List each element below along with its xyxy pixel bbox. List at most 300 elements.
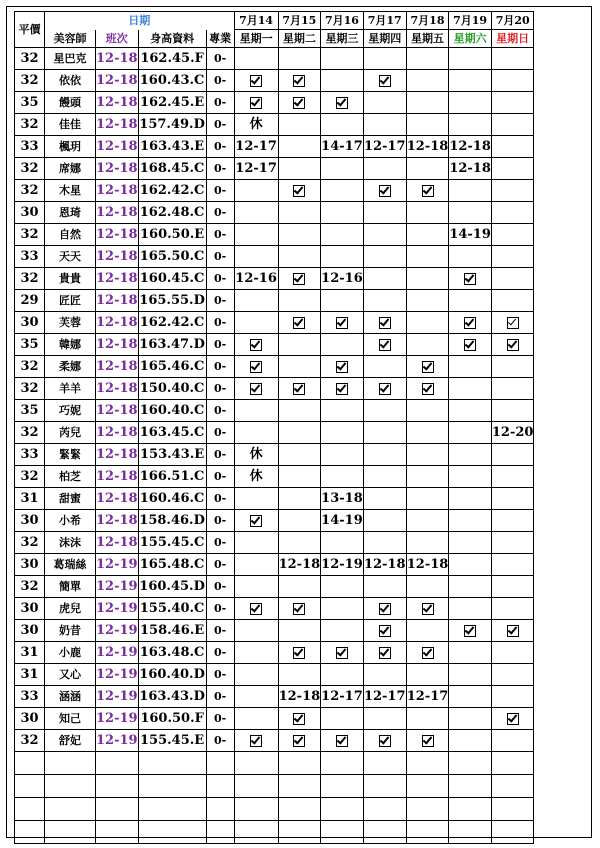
schedule-cell-day-5[interactable] — [406, 48, 449, 70]
schedule-cell-day-6[interactable] — [449, 246, 492, 268]
schedule-cell-day-7[interactable] — [491, 400, 534, 422]
empty-cell[interactable] — [45, 821, 96, 844]
schedule-cell-day-2[interactable]: 12-18 — [278, 686, 321, 708]
schedule-cell-day-4[interactable] — [363, 642, 406, 664]
schedule-cell-day-7[interactable] — [491, 224, 534, 246]
schedule-cell-day-2[interactable] — [278, 224, 321, 246]
schedule-cell-day-2[interactable]: 12-18 — [278, 554, 321, 576]
empty-cell[interactable] — [491, 798, 534, 821]
schedule-cell-day-4[interactable] — [363, 576, 406, 598]
schedule-cell-day-2[interactable] — [278, 488, 321, 510]
schedule-cell-day-6[interactable] — [449, 290, 492, 312]
empty-cell[interactable] — [406, 752, 449, 775]
schedule-cell-day-1[interactable] — [234, 180, 278, 202]
schedule-cell-day-2[interactable] — [278, 532, 321, 554]
empty-cell[interactable] — [138, 821, 206, 844]
schedule-cell-day-2[interactable] — [278, 290, 321, 312]
schedule-cell-day-3[interactable] — [321, 312, 364, 334]
schedule-cell-day-1[interactable] — [234, 312, 278, 334]
schedule-cell-day-1[interactable] — [234, 224, 278, 246]
table-row — [15, 598, 534, 620]
schedule-cell-day-2[interactable] — [278, 92, 321, 114]
schedule-cell-day-4[interactable]: 12-18 — [363, 554, 406, 576]
empty-cell[interactable] — [234, 798, 278, 821]
schedule-cell-day-4[interactable] — [363, 730, 406, 752]
schedule-cell-day-6[interactable] — [449, 686, 492, 708]
schedule-cell-day-2[interactable] — [278, 664, 321, 686]
schedule-cell-day-5[interactable] — [406, 444, 449, 466]
schedule-cell-day-6[interactable] — [449, 598, 492, 620]
schedule-cell-day-2[interactable] — [278, 466, 321, 488]
empty-cell[interactable] — [363, 821, 406, 844]
schedule-cell-day-1[interactable] — [234, 620, 278, 642]
empty-cell[interactable] — [96, 752, 139, 775]
schedule-cell-day-7[interactable] — [491, 576, 534, 598]
schedule-cell-day-2[interactable] — [278, 576, 321, 598]
schedule-cell-day-1[interactable] — [234, 730, 278, 752]
schedule-cell-day-7[interactable]: 12-20 — [491, 422, 534, 444]
schedule-cell-day-7[interactable] — [491, 466, 534, 488]
schedule-cell-day-4[interactable] — [363, 114, 406, 136]
schedule-cell-day-1[interactable] — [234, 642, 278, 664]
schedule-cell-day-7[interactable] — [491, 620, 534, 642]
schedule-cell-day-3[interactable] — [321, 378, 364, 400]
schedule-cell-day-7[interactable] — [491, 202, 534, 224]
schedule-cell-day-3[interactable]: 14-17 — [321, 136, 364, 158]
schedule-cell-day-6[interactable]: 12-18 — [449, 158, 492, 180]
shift-cell: 12-19 — [96, 554, 139, 576]
empty-cell[interactable] — [449, 752, 492, 775]
empty-cell[interactable] — [363, 752, 406, 775]
schedule-cell-day-5[interactable] — [406, 158, 449, 180]
schedule-cell-day-6[interactable] — [449, 510, 492, 532]
empty-cell[interactable] — [15, 798, 45, 821]
schedule-cell-day-6[interactable] — [449, 400, 492, 422]
schedule-cell-day-4[interactable] — [363, 510, 406, 532]
schedule-cell-day-1[interactable] — [234, 400, 278, 422]
empty-cell[interactable] — [321, 752, 364, 775]
schedule-cell-day-1[interactable] — [234, 48, 278, 70]
empty-cell[interactable] — [321, 798, 364, 821]
schedule-cell-day-2[interactable] — [278, 158, 321, 180]
schedule-cell-day-3[interactable] — [321, 400, 364, 422]
empty-cell[interactable] — [491, 752, 534, 775]
schedule-cell-day-7[interactable] — [491, 70, 534, 92]
schedule-cell-day-5[interactable]: 12-18 — [406, 554, 449, 576]
schedule-cell-day-1[interactable] — [234, 686, 278, 708]
profile-cell: 162.45.F — [138, 48, 206, 70]
schedule-cell-day-1[interactable]: 12-17 — [234, 136, 278, 158]
schedule-cell-day-6[interactable] — [449, 576, 492, 598]
empty-cell[interactable] — [15, 821, 45, 844]
schedule-cell-day-6[interactable] — [449, 180, 492, 202]
schedule-cell-day-3[interactable] — [321, 158, 364, 180]
schedule-cell-day-5[interactable] — [406, 312, 449, 334]
empty-cell[interactable] — [321, 821, 364, 844]
schedule-cell-day-2[interactable] — [278, 136, 321, 158]
schedule-cell-day-1[interactable]: 休 — [234, 114, 278, 136]
schedule-cell-day-4[interactable] — [363, 312, 406, 334]
schedule-cell-day-7[interactable] — [491, 92, 534, 114]
empty-cell[interactable] — [278, 752, 321, 775]
schedule-cell-day-5[interactable] — [406, 730, 449, 752]
schedule-cell-day-3[interactable] — [321, 290, 364, 312]
empty-cell[interactable] — [234, 752, 278, 775]
checkbox-checked-icon — [250, 97, 262, 109]
schedule-cell-day-4[interactable] — [363, 268, 406, 290]
schedule-cell-day-6[interactable] — [449, 312, 492, 334]
shift-cell: 12-19 — [96, 664, 139, 686]
checkbox-checked-icon — [336, 317, 348, 329]
table-row — [15, 92, 534, 114]
schedule-cell-day-6[interactable] — [449, 730, 492, 752]
schedule-cell-day-4[interactable] — [363, 158, 406, 180]
schedule-cell-day-4[interactable] — [363, 180, 406, 202]
schedule-cell-day-5[interactable] — [406, 532, 449, 554]
schedule-cell-day-2[interactable] — [278, 378, 321, 400]
schedule-cell-day-3[interactable] — [321, 334, 364, 356]
schedule-cell-day-5[interactable] — [406, 180, 449, 202]
schedule-cell-day-7[interactable] — [491, 290, 534, 312]
schedule-cell-day-3[interactable] — [321, 576, 364, 598]
empty-cell[interactable] — [138, 798, 206, 821]
schedule-cell-day-2[interactable] — [278, 312, 321, 334]
schedule-cell-day-3[interactable]: 12-16 — [321, 268, 364, 290]
schedule-cell-day-6[interactable]: 12-18 — [449, 136, 492, 158]
checkbox-checked-icon — [422, 185, 434, 197]
schedule-cell-day-6[interactable] — [449, 268, 492, 290]
schedule-cell-day-7[interactable] — [491, 708, 534, 730]
empty-cell[interactable] — [206, 821, 234, 844]
empty-cell[interactable] — [363, 775, 406, 798]
empty-cell[interactable] — [15, 752, 45, 775]
empty-cell[interactable] — [321, 775, 364, 798]
schedule-cell-day-4[interactable] — [363, 422, 406, 444]
schedule-cell-day-3[interactable]: 12-17 — [321, 686, 364, 708]
schedule-cell-day-7[interactable] — [491, 136, 534, 158]
schedule-cell-day-5[interactable] — [406, 356, 449, 378]
schedule-cell-day-1[interactable] — [234, 92, 278, 114]
schedule-cell-day-2[interactable] — [278, 114, 321, 136]
schedule-cell-day-7[interactable] — [491, 730, 534, 752]
schedule-cell-day-2[interactable] — [278, 48, 321, 70]
schedule-cell-day-5[interactable] — [406, 246, 449, 268]
empty-cell[interactable] — [406, 798, 449, 821]
schedule-cell-day-3[interactable] — [321, 642, 364, 664]
schedule-cell-day-2[interactable] — [278, 400, 321, 422]
schedule-cell-day-3[interactable] — [321, 224, 364, 246]
schedule-cell-day-6[interactable] — [449, 708, 492, 730]
empty-cell[interactable] — [491, 821, 534, 844]
schedule-cell-day-5[interactable] — [406, 92, 449, 114]
schedule-cell-day-5[interactable] — [406, 422, 449, 444]
schedule-cell-day-1[interactable] — [234, 290, 278, 312]
checkbox-checked-icon — [507, 625, 519, 637]
empty-cell[interactable] — [234, 775, 278, 798]
schedule-cell-day-7[interactable] — [491, 642, 534, 664]
schedule-cell-day-4[interactable] — [363, 92, 406, 114]
schedule-cell-day-5[interactable] — [406, 268, 449, 290]
schedule-cell-day-3[interactable] — [321, 70, 364, 92]
schedule-cell-day-7[interactable] — [491, 334, 534, 356]
schedule-cell-day-2[interactable] — [278, 730, 321, 752]
schedule-cell-day-3[interactable] — [321, 422, 364, 444]
empty-cell[interactable] — [278, 821, 321, 844]
schedule-cell-day-1[interactable] — [234, 334, 278, 356]
schedule-cell-day-6[interactable] — [449, 466, 492, 488]
empty-cell[interactable] — [206, 775, 234, 798]
empty-cell[interactable] — [45, 752, 96, 775]
schedule-cell-day-1[interactable] — [234, 356, 278, 378]
schedule-cell-day-6[interactable] — [449, 642, 492, 664]
schedule-cell-day-1[interactable] — [234, 532, 278, 554]
schedule-cell-day-1[interactable]: 休 — [234, 466, 278, 488]
schedule-cell-day-4[interactable] — [363, 488, 406, 510]
schedule-cell-day-4[interactable] — [363, 290, 406, 312]
schedule-cell-day-4[interactable] — [363, 466, 406, 488]
schedule-cell-day-7[interactable] — [491, 268, 534, 290]
schedule-cell-day-5[interactable] — [406, 466, 449, 488]
checkbox-checked-icon — [336, 647, 348, 659]
empty-cell[interactable] — [138, 752, 206, 775]
schedule-cell-day-4[interactable] — [363, 400, 406, 422]
weekday-col-5: 星期五 — [406, 30, 449, 48]
table-row — [15, 114, 534, 136]
schedule-cell-day-6[interactable]: 14-19 — [449, 224, 492, 246]
schedule-cell-day-3[interactable] — [321, 114, 364, 136]
schedule-cell-day-3[interactable] — [321, 708, 364, 730]
schedule-cell-day-2[interactable] — [278, 510, 321, 532]
schedule-cell-day-5[interactable]: 12-18 — [406, 136, 449, 158]
empty-cell[interactable] — [449, 821, 492, 844]
schedule-cell-day-2[interactable] — [278, 620, 321, 642]
schedule-cell-day-1[interactable] — [234, 378, 278, 400]
schedule-cell-day-2[interactable] — [278, 598, 321, 620]
schedule-cell-day-3[interactable] — [321, 92, 364, 114]
schedule-cell-day-1[interactable] — [234, 664, 278, 686]
schedule-cell-day-6[interactable] — [449, 664, 492, 686]
schedule-cell-day-5[interactable] — [406, 400, 449, 422]
schedule-cell-day-4[interactable] — [363, 532, 406, 554]
schedule-cell-day-4[interactable] — [363, 246, 406, 268]
schedule-cell-day-5[interactable] — [406, 378, 449, 400]
schedule-cell-day-3[interactable] — [321, 664, 364, 686]
schedule-cell-day-5[interactable] — [406, 114, 449, 136]
schedule-cell-day-1[interactable]: 12-16 — [234, 268, 278, 290]
schedule-cell-day-1[interactable] — [234, 422, 278, 444]
schedule-cell-day-6[interactable] — [449, 532, 492, 554]
empty-cell[interactable] — [278, 798, 321, 821]
schedule-cell-day-3[interactable] — [321, 48, 364, 70]
table-row — [15, 400, 534, 422]
schedule-cell-day-7[interactable] — [491, 510, 534, 532]
beautician-name-cell: 韓娜 — [45, 334, 96, 356]
schedule-cell-day-7[interactable] — [491, 180, 534, 202]
schedule-cell-day-5[interactable] — [406, 290, 449, 312]
schedule-cell-day-4[interactable] — [363, 70, 406, 92]
schedule-cell-day-6[interactable] — [449, 378, 492, 400]
schedule-cell-day-1[interactable] — [234, 708, 278, 730]
empty-cell[interactable] — [449, 775, 492, 798]
schedule-cell-day-3[interactable] — [321, 180, 364, 202]
schedule-cell-day-7[interactable] — [491, 158, 534, 180]
schedule-cell-day-1[interactable] — [234, 246, 278, 268]
schedule-cell-day-5[interactable] — [406, 488, 449, 510]
schedule-cell-day-6[interactable] — [449, 422, 492, 444]
empty-cell[interactable] — [278, 775, 321, 798]
profile-cell: 160.46.C — [138, 488, 206, 510]
empty-cell[interactable] — [138, 775, 206, 798]
schedule-cell-day-5[interactable] — [406, 510, 449, 532]
schedule-cell-day-5[interactable] — [406, 642, 449, 664]
profile-cell: 160.45.D — [138, 576, 206, 598]
empty-cell[interactable] — [449, 798, 492, 821]
schedule-cell-day-4[interactable] — [363, 664, 406, 686]
schedule-cell-day-2[interactable] — [278, 180, 321, 202]
table-row — [15, 202, 534, 224]
schedule-cell-day-3[interactable] — [321, 202, 364, 224]
score-cell: 32 — [15, 730, 45, 752]
schedule-cell-day-6[interactable] — [449, 92, 492, 114]
empty-cell[interactable] — [96, 798, 139, 821]
schedule-cell-day-5[interactable] — [406, 70, 449, 92]
empty-cell[interactable] — [206, 752, 234, 775]
date-col-2: 7月15 — [278, 12, 321, 30]
schedule-cell-day-5[interactable]: 12-17 — [406, 686, 449, 708]
empty-cell[interactable] — [45, 798, 96, 821]
schedule-cell-day-7[interactable] — [491, 356, 534, 378]
schedule-cell-day-1[interactable]: 12-17 — [234, 158, 278, 180]
schedule-cell-day-4[interactable] — [363, 444, 406, 466]
schedule-cell-day-1[interactable] — [234, 554, 278, 576]
empty-cell[interactable] — [45, 775, 96, 798]
schedule-cell-day-6[interactable] — [449, 334, 492, 356]
schedule-cell-day-3[interactable] — [321, 620, 364, 642]
schedule-cell-day-5[interactable] — [406, 334, 449, 356]
schedule-cell-day-3[interactable]: 12-19 — [321, 554, 364, 576]
empty-cell[interactable] — [406, 821, 449, 844]
schedule-cell-day-1[interactable]: 休 — [234, 444, 278, 466]
profile-cell: 158.46.E — [138, 620, 206, 642]
schedule-cell-day-5[interactable] — [406, 224, 449, 246]
schedule-cell-day-7[interactable] — [491, 686, 534, 708]
schedule-cell-day-7[interactable] — [491, 598, 534, 620]
schedule-cell-day-6[interactable] — [449, 48, 492, 70]
schedule-cell-day-7[interactable] — [491, 378, 534, 400]
schedule-cell-day-4[interactable] — [363, 356, 406, 378]
profile-cell: 163.48.C — [138, 642, 206, 664]
schedule-cell-day-1[interactable] — [234, 70, 278, 92]
schedule-cell-day-7[interactable] — [491, 664, 534, 686]
schedule-cell-day-3[interactable] — [321, 246, 364, 268]
schedule-cell-day-3[interactable]: 13-18 — [321, 488, 364, 510]
schedule-cell-day-3[interactable] — [321, 598, 364, 620]
schedule-cell-day-2[interactable] — [278, 444, 321, 466]
schedule-cell-day-7[interactable] — [491, 488, 534, 510]
schedule-cell-day-2[interactable] — [278, 268, 321, 290]
schedule-cell-day-2[interactable] — [278, 708, 321, 730]
schedule-cell-day-5[interactable] — [406, 708, 449, 730]
schedule-cell-day-4[interactable] — [363, 48, 406, 70]
schedule-cell-day-2[interactable] — [278, 642, 321, 664]
schedule-cell-day-2[interactable] — [278, 246, 321, 268]
schedule-cell-day-5[interactable] — [406, 620, 449, 642]
schedule-cell-day-5[interactable] — [406, 202, 449, 224]
schedule-cell-day-2[interactable] — [278, 334, 321, 356]
empty-cell[interactable] — [406, 775, 449, 798]
empty-cell[interactable] — [234, 821, 278, 844]
schedule-cell-day-7[interactable] — [491, 554, 534, 576]
schedule-cell-day-3[interactable] — [321, 356, 364, 378]
empty-cell[interactable] — [15, 775, 45, 798]
schedule-cell-day-7[interactable] — [491, 48, 534, 70]
schedule-cell-day-3[interactable]: 14-19 — [321, 510, 364, 532]
schedule-cell-day-5[interactable] — [406, 576, 449, 598]
schedule-cell-day-6[interactable] — [449, 70, 492, 92]
table-row — [15, 554, 534, 576]
schedule-cell-day-2[interactable] — [278, 422, 321, 444]
schedule-cell-day-5[interactable] — [406, 598, 449, 620]
schedule-cell-day-2[interactable] — [278, 70, 321, 92]
schedule-cell-day-4[interactable] — [363, 620, 406, 642]
schedule-cell-day-3[interactable] — [321, 730, 364, 752]
schedule-cell-day-4[interactable] — [363, 708, 406, 730]
schedule-cell-day-1[interactable] — [234, 202, 278, 224]
pro-cell: 0- — [206, 92, 234, 114]
schedule-cell-day-1[interactable] — [234, 598, 278, 620]
schedule-cell-day-7[interactable] — [491, 114, 534, 136]
schedule-cell-day-6[interactable] — [449, 202, 492, 224]
schedule-cell-day-1[interactable] — [234, 488, 278, 510]
schedule-cell-day-2[interactable] — [278, 202, 321, 224]
schedule-cell-day-4[interactable] — [363, 378, 406, 400]
schedule-cell-day-6[interactable] — [449, 620, 492, 642]
schedule-cell-day-4[interactable] — [363, 224, 406, 246]
schedule-cell-day-4[interactable]: 12-17 — [363, 686, 406, 708]
schedule-cell-day-4[interactable] — [363, 334, 406, 356]
schedule-cell-day-7[interactable] — [491, 246, 534, 268]
schedule-cell-day-3[interactable] — [321, 444, 364, 466]
schedule-cell-day-6[interactable] — [449, 444, 492, 466]
empty-cell[interactable] — [491, 775, 534, 798]
schedule-cell-day-4[interactable] — [363, 202, 406, 224]
empty-cell[interactable] — [206, 798, 234, 821]
schedule-cell-day-6[interactable] — [449, 356, 492, 378]
beautician-name-cell: 又心 — [45, 664, 96, 686]
schedule-cell-day-4[interactable] — [363, 598, 406, 620]
schedule-cell-day-7[interactable] — [491, 532, 534, 554]
shift-cell: 12-19 — [96, 686, 139, 708]
schedule-cell-day-5[interactable] — [406, 664, 449, 686]
schedule-cell-day-7[interactable] — [491, 312, 534, 334]
schedule-cell-day-3[interactable] — [321, 466, 364, 488]
empty-cell[interactable] — [96, 821, 139, 844]
schedule-cell-day-2[interactable] — [278, 356, 321, 378]
schedule-cell-day-7[interactable] — [491, 444, 534, 466]
schedule-cell-day-4[interactable]: 12-17 — [363, 136, 406, 158]
schedule-cell-day-6[interactable] — [449, 488, 492, 510]
schedule-cell-day-6[interactable] — [449, 114, 492, 136]
pro-cell: 0- — [206, 708, 234, 730]
checkbox-checked-icon — [507, 317, 519, 329]
schedule-cell-day-3[interactable] — [321, 532, 364, 554]
schedule-cell-day-1[interactable] — [234, 510, 278, 532]
schedule-cell-day-6[interactable] — [449, 554, 492, 576]
empty-cell[interactable] — [96, 775, 139, 798]
empty-cell[interactable] — [363, 798, 406, 821]
profile-cell: 163.43.D — [138, 686, 206, 708]
schedule-cell-day-1[interactable] — [234, 576, 278, 598]
